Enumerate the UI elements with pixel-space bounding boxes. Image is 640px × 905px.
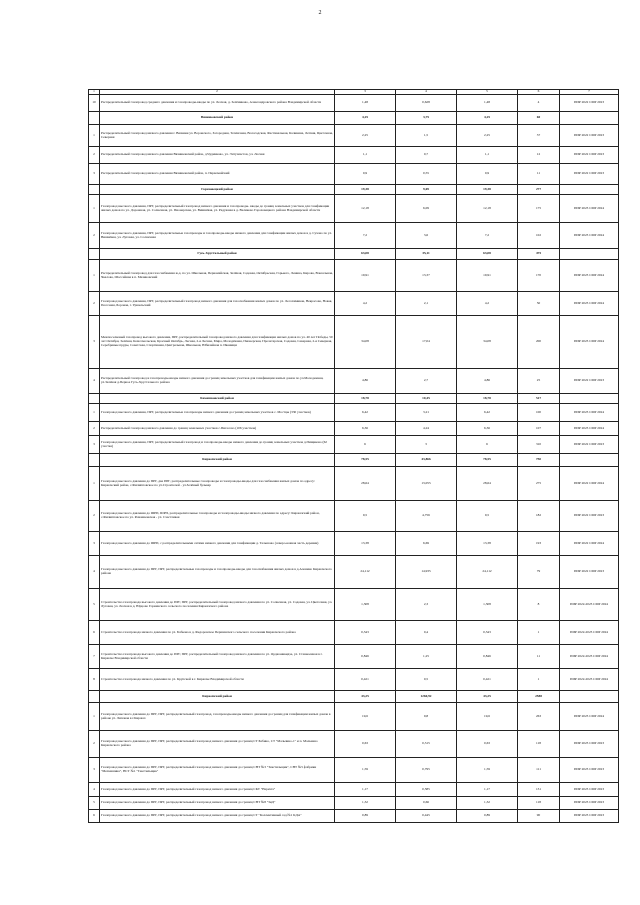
schedule: ПИР 2023 СМР 2024 xyxy=(560,404,619,422)
schedule: ПИР 2022-2023 СМР 2024 xyxy=(560,621,619,645)
table-row xyxy=(89,783,619,797)
length-value: 1,17 xyxy=(457,783,518,797)
cost: 0,7 xyxy=(396,147,457,164)
cost: 17,04 xyxy=(396,316,457,369)
households: 517 xyxy=(518,394,560,404)
row-num: 8 xyxy=(89,669,100,691)
row-num xyxy=(89,691,100,703)
length-value: 4,86 xyxy=(457,369,518,394)
length-total: 6 xyxy=(335,436,396,454)
object-name: Газопровод высокого давления до ПРГ, два ПРГ, распределительные газопроводы и газопроводы-вводы для газоснабжения жилых домов по адресу: Киржачский район, с.Филипповское по ул.Строителей - ул.Зелёный бульвар xyxy=(100,467,335,501)
length-total: 0,343 xyxy=(335,621,396,645)
cost: 3,75 xyxy=(396,112,457,125)
table-row xyxy=(89,436,619,454)
length-value: 2,25 xyxy=(457,125,518,147)
schedule xyxy=(560,691,619,703)
row-num: 1 xyxy=(89,195,100,223)
cost: 1260,92 xyxy=(396,691,457,703)
row-num xyxy=(89,185,100,195)
table-row xyxy=(89,501,619,532)
object-name: Распределительный газопровод и газопроводы-вводы низкого давления до границ земельных участков для газификации жилых домов по ул.Молодежная, ул.Зелёная д.Первое Гусь-Хрустального района xyxy=(100,369,335,394)
cost: 3,21 xyxy=(396,404,457,422)
length-value: 6,36 xyxy=(457,422,518,436)
households: 193 xyxy=(518,532,560,556)
cost: 43,866 xyxy=(396,454,457,467)
cost: 0,55 xyxy=(396,164,457,185)
table-row xyxy=(89,467,619,501)
schedule: ПИР 2022 СМР 2024 xyxy=(560,532,619,556)
length-total: 24,112 xyxy=(335,556,396,589)
length-value: 13,38 xyxy=(457,532,518,556)
schedule: ПИР 2022 СМР 2023 xyxy=(560,556,619,589)
cost: 35,11 xyxy=(396,249,457,260)
schedule: ПИР 2023 СМР 2024 xyxy=(560,422,619,436)
table-row xyxy=(89,422,619,436)
object-name: Газопровод высокого давления до ПРГ, ПРГ, распределительный газопровод низкого давления до границ СТ "Коллективный сад №1 КДА" xyxy=(100,810,335,823)
col-header: 6 xyxy=(518,90,560,95)
district-row xyxy=(89,691,619,703)
object-name: Распределительный газопровод низкого давления Вязниковский район, п. Первомайский xyxy=(100,164,335,185)
schedule: ПИР 2023 СМР 2024 xyxy=(560,292,619,316)
row-num: 5 xyxy=(89,589,100,621)
object-name: Газопровод высокого давления, ПРГ, распределительные газопроводы низкого давления до границ земельных участков с. Мостцы (330 участков) xyxy=(100,404,335,422)
table-row xyxy=(89,316,619,369)
schedule: ПИР 2023 СМР 2023 xyxy=(560,731,619,758)
schedule: ПИР 2022 СМР 2023 xyxy=(560,369,619,394)
cost: 1,25 xyxy=(396,645,457,669)
schedule: ПИР 2022 СМР 2024 xyxy=(560,467,619,501)
object-name: Распределительный газопровод среднего давления и газопроводы-вводы по ул. Лесная, д. Зелёниково, Александровского района Владимирской области xyxy=(100,95,335,112)
households: 750 xyxy=(518,454,560,467)
length-value: 9,5 xyxy=(457,501,518,532)
households: 170 xyxy=(518,260,560,292)
length-value: 19,91 xyxy=(457,260,518,292)
object-name: Строительство газопровода высокого давления до ПРГ, ПРГ, распределительный газопровод низкого давления по ул. Солнечная, ул. Садовая, ул. Цветочная, ул. Луговая, ул. Лесная в д. Юрцово Горкинского сельского поселения Киржачского района xyxy=(100,589,335,621)
schedule: ПИР 2023 СМР 2024 xyxy=(560,223,619,249)
length-total: 43,25 xyxy=(335,691,396,703)
row-num: 4 xyxy=(89,369,100,394)
households: 79 xyxy=(518,556,560,589)
length-value: 6,42 xyxy=(457,404,518,422)
households: 118 xyxy=(518,797,560,810)
row-num: 2 xyxy=(89,731,100,758)
row-num: 6 xyxy=(89,621,100,645)
row-num: 2 xyxy=(89,422,100,436)
households: 60 xyxy=(518,112,560,125)
object-name: Строительство газопровода низкого давления по ул. Бобкова в д. Федоровское Першинского сельского поселения Киржачского района xyxy=(100,621,335,645)
row-num: 2 xyxy=(89,147,100,164)
cost: 0,5 xyxy=(396,669,457,691)
households: 175 xyxy=(518,195,560,223)
length-total: 19,6 xyxy=(335,703,396,731)
table-row xyxy=(89,703,619,731)
object-name: Газопровод высокого давления до ШРП, ШРП, распределительные газопроводы и газопроводы-вводы низкого давления по адресу: Киржачский район, с.Филипповское по ул. Ромашковская - ул. Счастливая xyxy=(100,501,335,532)
row-num: 2 xyxy=(89,223,100,249)
table-row xyxy=(89,810,619,823)
length-total: 12,18 xyxy=(335,195,396,223)
col-header: 2 xyxy=(100,90,335,95)
cost: 0,585 xyxy=(396,783,457,797)
length-value: 43,25 xyxy=(457,691,518,703)
row-num: 7 xyxy=(89,645,100,669)
length-value: 7,2 xyxy=(457,223,518,249)
households: 182 xyxy=(518,501,560,532)
schedule: ПИР 2022 СМР 2023 xyxy=(560,436,619,454)
district-row xyxy=(89,394,619,404)
object-name: Газопровод высокого давления до ПРГ, ПРГ, распределительный газопровод низкого давления до границ СНТ №3 "Текстильщик", СНТ №5 фабрики "Мехмашина", НСТ №1 "Текстильщик" xyxy=(100,758,335,783)
households: 90 xyxy=(518,810,560,823)
households: 277 xyxy=(518,185,560,195)
cost: 0,445 xyxy=(396,810,457,823)
table-row xyxy=(89,195,619,223)
cost: 0,66 xyxy=(396,797,457,810)
length-total: 4,86 xyxy=(335,369,396,394)
object-name: Газопровод высокого давления, ПРГ, распределительный газопровод низкого давления и газопроводы- вводы до границ земельных участков для газификации жилых домов по ул. Дорожная, ул. Солнечная, ул. Пионерская, ул. Вишнёвая, ул. Радужная в д. Великово Гороховецкого района Владимирской области xyxy=(100,195,335,223)
length-total: 19,91 xyxy=(335,260,396,292)
object-name: Межпоселковый газопровод высокого давления, ПРГ, распределительный газопровод низкого давления для газификации жилых домов по ул. 40 лет Победы, 50 лет Октября, Зелёная, Комсомольская, Красный Октябрь, Лесная, 2-я Лесная, Мира, Молодёжная, Пионерская, Пролетарская, Садовая, Северная, 2-я Северная, Серебряные пруды, Советская, Спортивная, Центральная, Школьная, Юбилейная п. Иванищи xyxy=(100,316,335,369)
schedule: ПИР 2022 СМР 2023 xyxy=(560,501,619,532)
cost: 0,4 xyxy=(396,621,457,645)
row-num xyxy=(89,112,100,125)
length-value: 12,18 xyxy=(457,195,518,223)
table-row xyxy=(89,147,619,164)
cost: 0,628 xyxy=(396,95,457,112)
table-row xyxy=(89,645,619,669)
row-num: 1 xyxy=(89,467,100,501)
table-row xyxy=(89,532,619,556)
cost: 6,69 xyxy=(396,532,457,556)
cost: 2,7 xyxy=(396,369,457,394)
households: 12 xyxy=(518,147,560,164)
object-name: Строительство газопровода низкого давления по ул. Крупской в г. Киржаче Владимирской области xyxy=(100,669,335,691)
length-total: 2,25 xyxy=(335,125,396,147)
cost: 9,69 xyxy=(396,185,457,195)
length-value: 0,63 xyxy=(457,731,518,758)
households: 475 xyxy=(518,249,560,260)
households: 1 xyxy=(518,669,560,691)
row-num xyxy=(89,394,100,404)
gasification-table xyxy=(88,89,619,823)
col-header: 3 xyxy=(335,90,396,95)
district-name: Гороховецкий район xyxy=(100,185,335,195)
district-name: Киржачский район xyxy=(100,691,335,703)
households: 4 xyxy=(518,95,560,112)
col-header: 7 xyxy=(560,90,619,95)
row-num: 5 xyxy=(89,797,100,810)
length-value: 28,64 xyxy=(457,467,518,501)
cost: 0,315 xyxy=(396,731,457,758)
households: 263 xyxy=(518,703,560,731)
length-total: 1,308 xyxy=(335,589,396,621)
length-total: 13,38 xyxy=(335,532,396,556)
row-num: 6 xyxy=(89,810,100,823)
length-value: 4,2 xyxy=(457,292,518,316)
table-row xyxy=(89,223,619,249)
object-name: Газопровод высокого давления, ПРГ, распределительные газопроводы и газопроводы-вводы низкого давления для газификации жилых домов в д. Сухово по ул. Вишнёвая, ул. Луговая, ул. Солнечная xyxy=(100,223,335,249)
schedule xyxy=(560,185,619,195)
length-value: 19,38 xyxy=(457,185,518,195)
schedule: ПИР 2022 СМР 2023 xyxy=(560,164,619,185)
cost: 3,6 xyxy=(396,223,457,249)
length-total: 78,55 xyxy=(335,454,396,467)
object-name: Распределительный газопровод низкого давления до границ земельных участков с.Пигасово (106 участков) xyxy=(100,422,335,436)
table-row xyxy=(89,589,619,621)
table-row xyxy=(89,164,619,185)
length-total: 1,17 xyxy=(335,783,396,797)
length-total: 28,64 xyxy=(335,467,396,501)
households: 11 xyxy=(518,164,560,185)
cost: 1,5 xyxy=(396,125,457,147)
households: 102 xyxy=(518,223,560,249)
length-total: 7,2 xyxy=(335,223,396,249)
schedule: ПИР 2023 СМР 2023 xyxy=(560,783,619,797)
col-header: 4 xyxy=(396,90,457,95)
length-value: 1,1 xyxy=(457,147,518,164)
households: 275 xyxy=(518,467,560,501)
length-total: 0,846 xyxy=(335,645,396,669)
schedule: ПИР 2023 СМР 2023 xyxy=(560,797,619,810)
length-value: 1,59 xyxy=(457,758,518,783)
length-value: 19,6 xyxy=(457,703,518,731)
schedule: ПИР 2022-2023 СМР 2024 xyxy=(560,669,619,691)
district-row xyxy=(89,185,619,195)
households: 11 xyxy=(518,645,560,669)
row-num: 3 xyxy=(89,758,100,783)
length-value: 34,08 xyxy=(457,316,518,369)
object-name: Распределительный газопровод низкого давления г. Вязники ул. Воровского, Загородная, Тепличная, Вологодская, Фестивальная, Калинина, Летняя, Цветочная, Северная xyxy=(100,125,335,147)
cost: 2,3 xyxy=(396,589,457,621)
length-value: 6 xyxy=(457,436,518,454)
schedule xyxy=(560,454,619,467)
households: 8 xyxy=(518,589,560,621)
schedule: ПИР 2022-2023 СМР 2024 xyxy=(560,589,619,621)
row-num: 1 xyxy=(89,404,100,422)
households: 25 xyxy=(518,369,560,394)
row-num xyxy=(89,454,100,467)
schedule: ПИР 2022 СМР 2023 xyxy=(560,147,619,164)
households: 111 xyxy=(518,758,560,783)
object-name: Газопровод высокого давления, ПРГ, распределительный газопровод и газопроводы-вводы низкого давления до границ земельных участков д.Пищиково (62 участка) xyxy=(100,436,335,454)
households: 118 xyxy=(518,731,560,758)
cost: 13,37 xyxy=(396,260,457,292)
district-name: Киржачский район xyxy=(100,454,335,467)
length-total: 19,38 xyxy=(335,185,396,195)
row-num: 2 xyxy=(89,501,100,532)
households: 131 xyxy=(518,783,560,797)
table-row xyxy=(89,669,619,691)
length-total: 6,42 xyxy=(335,404,396,422)
length-value: 24,112 xyxy=(457,556,518,589)
cost: 14,935 xyxy=(396,556,457,589)
object-name: Распределительный газопровод для газоснабжения ж.д. по ул. Школьная, Первомайская, Зелёная, Садовая, Октябрьская, Горького, Ленина, Кирова, Вокзальная, Чкалова, Шоссейная в п. Мезиновский xyxy=(100,260,335,292)
length-total: 1,59 xyxy=(335,758,396,783)
length-value: 0,89 xyxy=(457,810,518,823)
length-total: 1,48 xyxy=(335,95,396,112)
object-name: Строительство газопровода высокого давления до ПРГ, ПРГ, распределительный газопровод низкого давления по ул. Орджоникидзе, ул. Станкоенная в г. Киржаче Владимирской области xyxy=(100,645,335,669)
table-row xyxy=(89,556,619,589)
households: 200 xyxy=(518,316,560,369)
schedule xyxy=(560,112,619,125)
cost: 9,8 xyxy=(396,703,457,731)
schedule: ПИР 2023 СМР 2024 xyxy=(560,260,619,292)
households: 50 xyxy=(518,292,560,316)
length-total: 0,9 xyxy=(335,164,396,185)
row-num: 3 xyxy=(89,436,100,454)
schedule: ПИР 2023 СМР 2024 xyxy=(560,195,619,223)
row-num: 3 xyxy=(89,316,100,369)
row-num: 2 xyxy=(89,292,100,316)
table-row xyxy=(89,292,619,316)
object-name: Газопровод высокого давления до ШРП, с распределительными сетями низкого давления для газификации д. Тельшово (северо-южная часть деревни) xyxy=(100,532,335,556)
row-num: 3 xyxy=(89,532,100,556)
page-number: 2 xyxy=(318,10,322,16)
object-name: Газопровод высокого давления, ПРГ, распределительный газопровод низкого давления для газоснабжения жилых домов по ул. Лесохимиков, Некрасова, Новая, Песочная, Боровая, г. Уршельский xyxy=(100,292,335,316)
table-row xyxy=(89,621,619,645)
cost: 4,24 xyxy=(396,422,457,436)
households: 100 xyxy=(518,404,560,422)
length-total: 0,89 xyxy=(335,810,396,823)
row-num: 4 xyxy=(89,783,100,797)
schedule: ПИР 2022-2023 СМР 2024 xyxy=(560,645,619,669)
cost: 10,45 xyxy=(396,394,457,404)
district-row xyxy=(89,249,619,260)
table-row xyxy=(89,95,619,112)
length-total: 9,5 xyxy=(335,501,396,532)
length-total: 1,32 xyxy=(335,797,396,810)
table-row xyxy=(89,125,619,147)
row-num xyxy=(89,249,100,260)
schedule: ПИР 2023 СМР 2023 xyxy=(560,810,619,823)
table-row xyxy=(89,404,619,422)
length-total: 18,78 xyxy=(335,394,396,404)
cost: 4,756 xyxy=(396,501,457,532)
table-row xyxy=(89,369,619,394)
length-total: 1,1 xyxy=(335,147,396,164)
length-total: 0,63 xyxy=(335,731,396,758)
table-row xyxy=(89,731,619,758)
schedule: ПИР 2023 СМР 2024 xyxy=(560,703,619,731)
length-total: 63,08 xyxy=(335,249,396,260)
table-row xyxy=(89,260,619,292)
cost: 3 xyxy=(396,436,457,454)
length-value: 0,421 xyxy=(457,669,518,691)
length-total: 4,2 xyxy=(335,292,396,316)
length-total: 0,421 xyxy=(335,669,396,691)
row-num: 3 xyxy=(89,164,100,185)
table-row xyxy=(89,797,619,810)
schedule: ПИР 2022 СМР 2023 xyxy=(560,125,619,147)
length-value: 0,343 xyxy=(457,621,518,645)
object-name: Распределительный газопровод низкого давления Вязниковский район, д.Чудинково, ул. Энтузиастов, ул. Лесная xyxy=(100,147,335,164)
district-name: Гусь-Хрустальный район xyxy=(100,249,335,260)
length-total: 4,25 xyxy=(335,112,396,125)
length-total: 34,08 xyxy=(335,316,396,369)
length-total: 6,36 xyxy=(335,422,396,436)
length-value: 0,9 xyxy=(457,164,518,185)
cost: 2,1 xyxy=(396,292,457,316)
households: 2588 xyxy=(518,691,560,703)
households: 310 xyxy=(518,436,560,454)
cost: 0,795 xyxy=(396,758,457,783)
length-value: 0,846 xyxy=(457,645,518,669)
district-row xyxy=(89,454,619,467)
row-num: 4 xyxy=(89,556,100,589)
length-value: 4,25 xyxy=(457,112,518,125)
object-name: Газопровод высокого давления до ПРГ, ПРГ, распределительный газопровод низкого давления до границ СНТ №8 "ЗиД" xyxy=(100,797,335,810)
households: 1 xyxy=(518,621,560,645)
length-value: 1,308 xyxy=(457,589,518,621)
length-value: 1,48 xyxy=(457,95,518,112)
length-value: 1,32 xyxy=(457,797,518,810)
cost: 13,055 xyxy=(396,467,457,501)
households: 107 xyxy=(518,422,560,436)
table-row xyxy=(89,758,619,783)
schedule: ПИР 2023 СМР 2024 xyxy=(560,316,619,369)
length-value: 18,78 xyxy=(457,394,518,404)
row-num: 1 xyxy=(89,125,100,147)
schedule: ПИР 2022 СМР 2023 xyxy=(560,95,619,112)
schedule: ПИР 2023 СМР 2023 xyxy=(560,758,619,783)
district-row xyxy=(89,112,619,125)
schedule xyxy=(560,249,619,260)
length-value: 78,55 xyxy=(457,454,518,467)
district-name: Вязниковский район xyxy=(100,112,335,125)
row-num: 10 xyxy=(89,95,100,112)
object-name: Газопровод высокого давления до ПРГ, ПРГ, распределительный газопровод низкого давления до границ СТ Бабино, СТ "Мальчино-1" и п. Мальчино Киржачского района xyxy=(100,731,335,758)
object-name: Газопровод высокого давления до ПРГ, ПРГ, распределительный газопровод, газопроводы-вводы низкого давления до границ для газификации жилых домов в районе ул. Липовая в г.Киржач xyxy=(100,703,335,731)
schedule xyxy=(560,394,619,404)
col-header: 5 xyxy=(457,90,518,95)
district-name: Камешковский район xyxy=(100,394,335,404)
length-value: 63,08 xyxy=(457,249,518,260)
object-name: Газопровод высокого давления до ПРГ, ПРГ, распределительные газопроводы и газопроводы-вводы для газоснабжения жилых домов в д.Аленино Киржачского района xyxy=(100,556,335,589)
cost: 6,09 xyxy=(396,195,457,223)
col-header: 1 xyxy=(89,90,100,95)
households: 37 xyxy=(518,125,560,147)
row-num: 1 xyxy=(89,260,100,292)
object-name: Газопровод высокого давления до ПРГ, ПРГ, распределительный газопровод низкого давления до границ СКТ "Нерехта" xyxy=(100,783,335,797)
row-num: 1 xyxy=(89,703,100,731)
